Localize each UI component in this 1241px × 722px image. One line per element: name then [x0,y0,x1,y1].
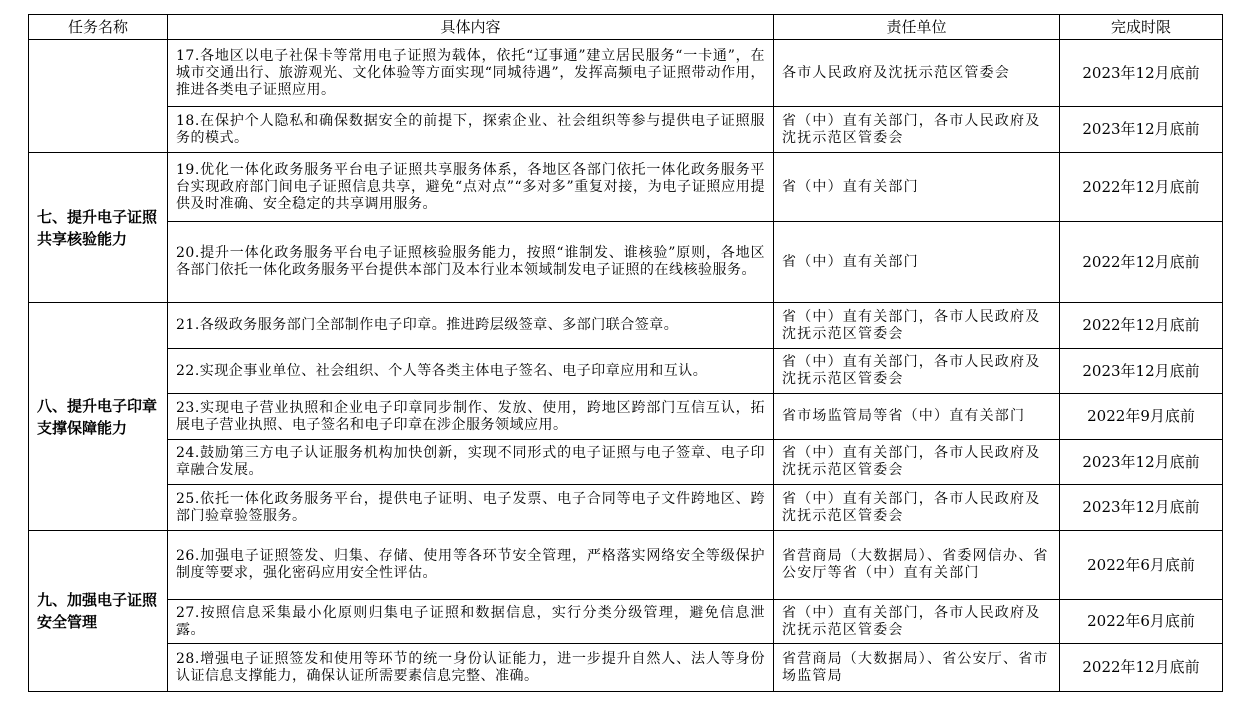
deadline-cell: 2022年9月底前 [1060,394,1223,440]
content-cell: 22.实现企事业单位、社会组织、个人等各类主体电子签名、电子印章应用和互认。 [168,349,774,394]
category-cell-continued [29,40,168,153]
deadline-cell: 2023年12月底前 [1060,485,1223,531]
unit-cell: 省（中）直有关部门，各市人民政府及沈抚示范区管委会 [774,485,1060,531]
content-cell: 28.增强电子证照签发和使用等环节的统一身份认证能力，进一步提升自然人、法人等身份认证信息支撑能力，确保认证所需要素信息完整、准确。 [168,644,774,692]
table-row [29,440,1223,485]
content-cell: 25.依托一体化政务服务平台，提供电子证明、电子发票、电子合同等电子文件跨地区、跨部门验章验签服务。 [168,485,774,531]
deadline-cell: 2022年12月底前 [1060,222,1223,303]
unit-cell: 省（中）直有关部门，各市人民政府及沈抚示范区管委会 [774,303,1060,349]
deadline-cell: 2022年6月底前 [1060,531,1223,600]
table-row [29,644,1223,692]
deadline-cell: 2023年12月底前 [1060,107,1223,153]
deadline-cell: 2022年6月底前 [1060,600,1223,644]
header-content: 具体内容 [168,15,774,40]
unit-cell: 各市人民政府及沈抚示范区管委会 [774,40,1060,107]
unit-cell: 省（中）直有关部门，各市人民政府及沈抚示范区管委会 [774,107,1060,153]
content-cell: 27.按照信息采集最小化原则归集电子证照和数据信息，实行分类分级管理，避免信息泄露。 [168,600,774,644]
category-eight: 八、提升电子印章支撑保障能力 [29,303,168,531]
category-nine: 九、加强电子证照安全管理 [29,531,168,692]
deadline-cell: 2023年12月底前 [1060,440,1223,485]
header-responsible-unit: 责任单位 [774,15,1060,40]
content-cell: 26.加强电子证照签发、归集、存储、使用等各环节安全管理，严格落实网络安全等级保护制度等要求，强化密码应用安全性评估。 [168,531,774,600]
unit-cell: 省（中）直有关部门，各市人民政府及沈抚示范区管委会 [774,349,1060,394]
table-row [29,40,1223,107]
content-cell: 17.各地区以电子社保卡等常用电子证照为载体，依托“辽事通”建立居民服务“一卡通”，在城市交通出行、旅游观光、文化体验等方面实现“同城待遇”，发挥高频电子证照带动作用，推进各类电子证照应用。 [168,40,774,107]
content-cell: 20.提升一体化政务服务平台电子证照核验服务能力，按照“谁制发、谁核验”原则，各地区各部门依托一体化政务服务平台提供本部门及本行业本领域制发电子证照的在线核验服务。 [168,222,774,303]
table-header-row [29,15,1223,40]
deadline-cell: 2023年12月底前 [1060,349,1223,394]
unit-cell: 省营商局（大数据局）、省委网信办、省公安厅等省（中）直有关部门 [774,531,1060,600]
table-row [29,394,1223,440]
unit-cell: 省（中）直有关部门 [774,153,1060,222]
unit-cell: 省市场监管局等省（中）直有关部门 [774,394,1060,440]
deadline-cell: 2022年12月底前 [1060,153,1223,222]
unit-cell: 省营商局（大数据局）、省公安厅、省市场监管局 [774,644,1060,692]
header-deadline: 完成时限 [1060,15,1223,40]
deadline-cell: 2022年12月底前 [1060,303,1223,349]
table-row [29,485,1223,531]
table-row [29,531,1223,600]
unit-cell: 省（中）直有关部门，各市人民政府及沈抚示范区管委会 [774,440,1060,485]
content-cell: 24.鼓励第三方电子认证服务机构加快创新，实现不同形式的电子证照与电子签章、电子印章融合发展。 [168,440,774,485]
table-row [29,107,1223,153]
table-row [29,349,1223,394]
header-task-name: 任务名称 [29,15,168,40]
content-cell: 23.实现电子营业执照和企业电子印章同步制作、发放、使用，跨地区跨部门互信互认，拓展电子营业执照、电子签名和电子印章在涉企服务领域应用。 [168,394,774,440]
content-cell: 21.各级政务服务部门全部制作电子印章。推进跨层级签章、多部门联合签章。 [168,303,774,349]
deadline-cell: 2022年12月底前 [1060,644,1223,692]
content-cell: 19.优化一体化政务服务平台电子证照共享服务体系，各地区各部门依托一体化政务服务平台实现政府部门间电子证照信息共享，避免“点对点”“多对多”重复对接，为电子证照应用提供及时准确、安全稳定的共享调用服务。 [168,153,774,222]
table-row [29,222,1223,303]
category-seven: 七、提升电子证照共享核验能力 [29,153,168,303]
task-table [28,14,1223,692]
table-row [29,153,1223,222]
table-row [29,303,1223,349]
unit-cell: 省（中）直有关部门 [774,222,1060,303]
content-cell: 18.在保护个人隐私和确保数据安全的前提下，探索企业、社会组织等参与提供电子证照服务的模式。 [168,107,774,153]
unit-cell: 省（中）直有关部门，各市人民政府及沈抚示范区管委会 [774,600,1060,644]
table-row [29,600,1223,644]
deadline-cell: 2023年12月底前 [1060,40,1223,107]
